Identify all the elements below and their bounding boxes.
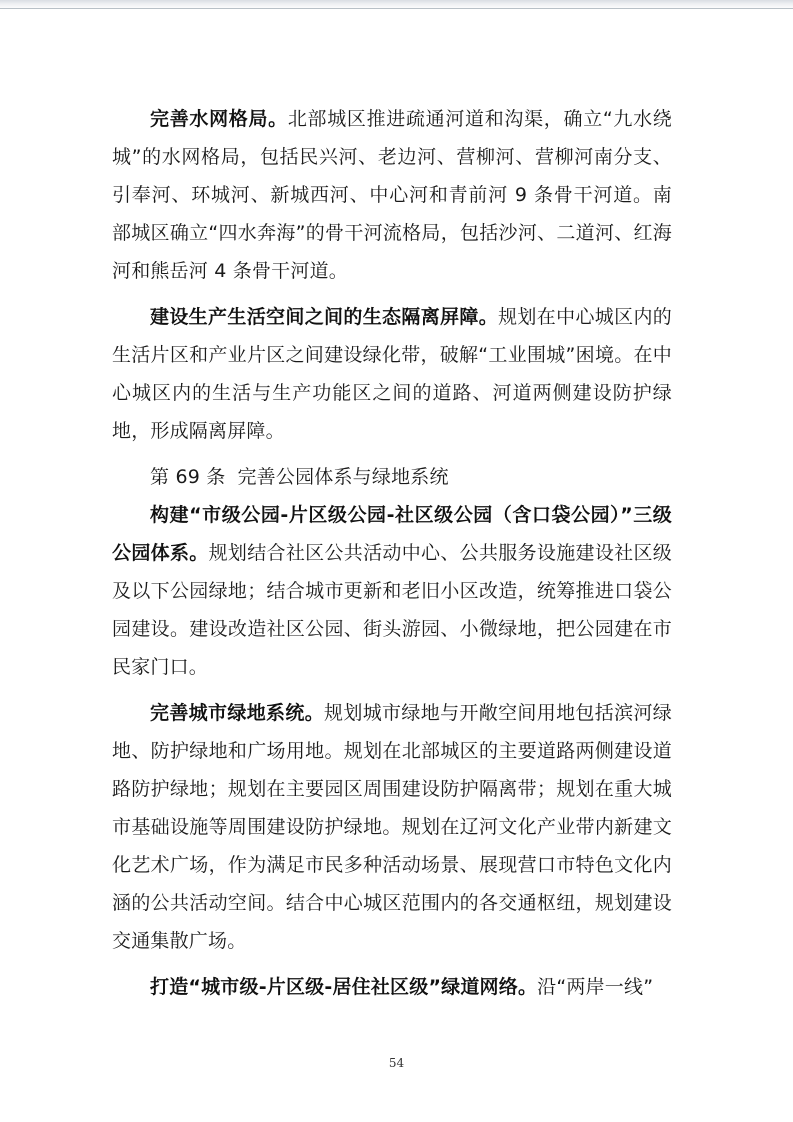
paragraph-green-space	[112, 694, 672, 960]
article-number: 第 69 条	[150, 466, 226, 488]
paragraph-heading: 完善城市绿地系统。	[150, 702, 325, 724]
paragraph-ecological-barrier	[112, 298, 672, 450]
paragraph-park-system	[112, 496, 672, 686]
paragraph-text: 北部城区推进疏通河道和沟渠，确立“九水绕城”的水网格局，包括民兴河、老边河、营柳河、营柳河南分支、引奉河、环城河、新城西河、中心河和青前河 9 条骨干河道。南部城区确立“四水奔海”的骨干河流格局，包括沙河、二道河、红海河和熊岳河 4 条骨干河道。	[112, 108, 672, 282]
paragraph-water-network	[112, 100, 672, 290]
paragraph-heading: 构建“市级公园-片区级公园-社区级公园（含口袋公园）”三级公园体系。	[112, 504, 672, 564]
scan-line	[0, 8, 793, 9]
paragraph-heading: 完善水网格局。	[150, 108, 288, 130]
document-body	[112, 100, 672, 1006]
paragraph-text: 沿“两岸一线”	[537, 976, 654, 998]
paragraph-heading: 建设生产生活空间之间的生态隔离屏障。	[150, 306, 499, 328]
paragraph-text: 规划结合社区公共活动中心、公共服务设施建设社区级及以下公园绿地；结合城市更新和老旧小区改造，统筹推进口袋公园建设。建设改造社区公园、街头游园、小微绿地，把公园建在市民家门口。	[112, 542, 672, 678]
paragraph-greenway-network	[112, 968, 672, 1006]
article-heading	[112, 458, 672, 496]
page-number: 54	[388, 1056, 405, 1070]
article-title: 完善公园体系与绿地系统	[237, 466, 449, 488]
paragraph-text: 规划城市绿地与开敞空间用地包括滨河绿地、防护绿地和广场用地。规划在北部城区的主要道路两侧建设道路防护绿地；规划在主要园区周围建设防护隔离带；规划在重大城市基础设施等周围建设防护绿地。规划在辽河文化产业带内新建文化艺术广场，作为满足市民多种活动场景、展现营口市特色文化内涵的公共活动空间。结合中心城区范围内的各交通枢纽，规划建设交通集散广场。	[112, 702, 672, 952]
paragraph-text: 规划在中心城区内的生活片区和产业片区之间建设绿化带，破解“工业围城”困境。在中心城区内的生活与生产功能区之间的道路、河道两侧建设防护绿地，形成隔离屏障。	[112, 306, 672, 442]
paragraph-heading: 打造“城市级-片区级-居住社区级”绿道网络。	[150, 976, 538, 998]
